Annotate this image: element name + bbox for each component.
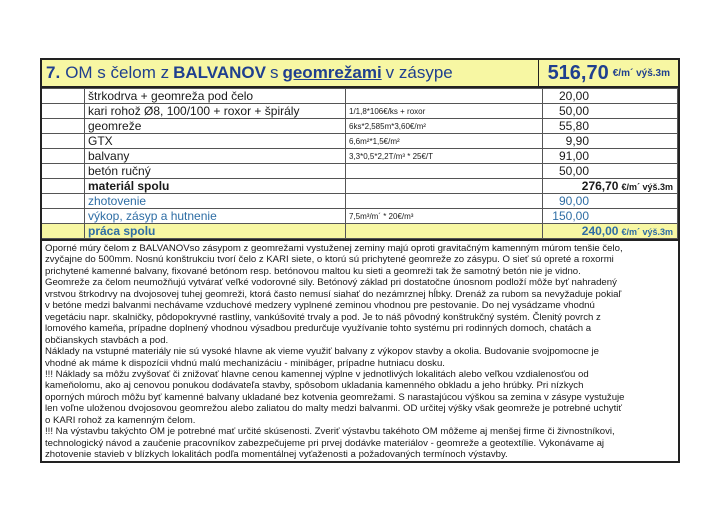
table-row	[42, 149, 678, 164]
item-formula: 3,3*0,5*2,2T/m³ * 25€/T	[346, 149, 543, 164]
table-row	[42, 134, 678, 149]
material-sum-label: materiál spolu	[85, 179, 346, 194]
description-text	[42, 239, 678, 461]
item-name: štrkodrva + geomreža pod čelo	[85, 89, 346, 104]
description-line: len voľne uloženou dvojosovou geomrežou alebo zaliatou do malty medzi balvanmi. OD určitej výšky však geomreže je potrebné uchytiť	[45, 403, 622, 415]
item-value: 50,00	[543, 164, 678, 179]
table-row	[42, 209, 678, 224]
description-line: !!! Náklady sa môžu zvyšovať či znižovať hlavne cenou kamennej výplne v jednotlivých lokalitách alebo veľkou vzdialenosťou od	[45, 368, 589, 380]
title-price: 516,70	[547, 61, 609, 84]
description-line: technologický návod a zaučenie pracovníkov zabezpečujeme pri prvej dodávke materiálov - geomreže a geotextílie. Vykonávame aj	[45, 437, 605, 449]
item-name: geomreže	[85, 119, 346, 134]
item-formula	[346, 164, 543, 179]
description-line: !!! Na výstavbu takýchto OM je potrebné mať určité skúsenosti. Zveriť výstavbu takéhoto OM môžeme aj menšej firme či živnostníkovi,	[45, 426, 615, 438]
description-line: kameňolomu, ako aj cenovou ponukou dodávateľa stavby, spôsobom ukladania kamenného obkladu a jeho hrúbky. Pri nízkych	[45, 380, 584, 392]
description-line: vrstvou štrkodrvy na dvojosovej tuhej geomreži, ktorá často nemusí siahať do nezámrznej hĺbky. Drenáž za rubom sa nevyžaduje pokiaľ	[45, 288, 622, 300]
work-sum-label: práca spolu	[85, 224, 346, 239]
description-line: oporných múroch môžu byť kamenné balvany ukladané bez kotvenia geomrežami. S narastajúcou výškou sa zemina v zásype vystužuje	[45, 391, 625, 403]
item-value: 9,90	[543, 134, 678, 149]
work-item-name: výkop, zásyp a hutnenie	[85, 209, 346, 224]
material-sum-unit: €/m´ výš.3m	[621, 182, 673, 192]
material-sum-row	[42, 179, 678, 194]
description-line: vhodné ak máme k dispozícii vhdnú malú mechanizáciu - minibáger, prípadne hutniacu dosku.	[45, 357, 445, 369]
title-part3: s	[269, 63, 279, 82]
item-name: balvany	[85, 149, 346, 164]
item-name: kari rohož Ø8, 100/100 + roxor + špirály	[85, 104, 346, 119]
description-line: prichytené kamenné balvany, fixované betónom resp. betónovou maltou ku sieti a geomreži tak že samotný betón nie je vidno.	[45, 265, 581, 277]
item-formula: 6ks*2,585m*3,60€/m²	[346, 119, 543, 134]
item-value: 50,00	[543, 104, 678, 119]
sheet-title	[42, 60, 539, 86]
work-item-value: 150,00	[543, 209, 678, 224]
item-value: 55,80	[543, 119, 678, 134]
item-formula	[346, 89, 543, 104]
description-line: vegetáciu napr. skalničky, pôdopokryvné rastliny, vankúšovité trvaly a pod. Je to náš pôvodný konštrukčný systém. Členitý povrch z	[45, 311, 601, 323]
title-part1: OM s čelom z	[65, 63, 170, 82]
description-line: občianskych stavbách a pod.	[45, 334, 169, 346]
item-value: 20,00	[543, 89, 678, 104]
title-row	[42, 60, 678, 88]
description-line: zvyčajne do 500mm. Nosnú konštrukciu tvorí čelo z KARI siete, o ktorú sú prichytené geomreže zo zásypu. O sieť sú opreté a roxormi	[45, 254, 614, 266]
description-line: Oporné múry čelom z BALVANOVso zásypom z geomrežami vystuženej zeminy majú oproti gravitačným kamenným múrom tenšie čelo,	[45, 243, 623, 254]
description-line: zhotovenie stavieb v blízkych lokalitách podľa momentálnej vyťaženosti a požadovaných termínoch výstavby.	[45, 449, 508, 461]
title-part4: geomrežami	[282, 63, 382, 82]
title-unit: €/m´ výš.3m	[612, 67, 670, 79]
table-row	[42, 194, 678, 209]
table-row	[42, 89, 678, 104]
items-table	[42, 88, 678, 239]
description-line: v betóne medzi balvanmi nechávame vzduchové medzery vyplnené zeminou vhodnou pre pestovanie. Do nej vysádzame vhodnú	[45, 300, 595, 312]
table-row	[42, 164, 678, 179]
item-value: 91,00	[543, 149, 678, 164]
work-sum-cell	[543, 224, 678, 239]
title-part5: v zásype	[385, 63, 453, 82]
description-line: o KARI rohož za kamenným čelom.	[45, 414, 196, 426]
item-name: betón ručný	[85, 164, 346, 179]
title-part2: BALVANOV	[173, 63, 266, 82]
material-sum-value: 276,70	[581, 179, 619, 193]
description-line: Náklady na vstupné materiály nie sú vysoké hlavne ak vieme využiť balvany z výkopov stavby a okolia. Budovanie svojpomocne je	[45, 346, 599, 358]
item-name: GTX	[85, 134, 346, 149]
item-formula: 6,6m²*1,5€/m²	[346, 134, 543, 149]
work-sum-row	[42, 224, 678, 239]
title-number: 7.	[46, 63, 61, 82]
item-formula: 1/1,8*106€/ks + roxor	[346, 104, 543, 119]
work-item-formula	[346, 194, 543, 209]
table-row	[42, 119, 678, 134]
title-price-cell	[539, 60, 678, 86]
work-item-value: 90,00	[543, 194, 678, 209]
description-line: Geomreže za čelom neumožňujú vytvárať veľké vodorovné sily. Betónový základ pri dostatočne únosnom podloží môže byť nahradený	[45, 277, 617, 289]
work-item-formula: 7,5m³/m´ * 20€/m³	[346, 209, 543, 224]
work-sum-value: 240,00	[581, 224, 619, 238]
table-row	[42, 104, 678, 119]
work-item-name: zhotovenie	[85, 194, 346, 209]
material-sum-cell	[543, 179, 678, 194]
price-sheet	[40, 58, 680, 463]
description-line: lomového kameňa, prípadne doplnený vhodnou výsadbou predurčuje využívanie tohto systému pri rodinných domoch, chatách a	[45, 323, 592, 335]
work-sum-unit: €/m´ výš.3m	[621, 227, 673, 237]
